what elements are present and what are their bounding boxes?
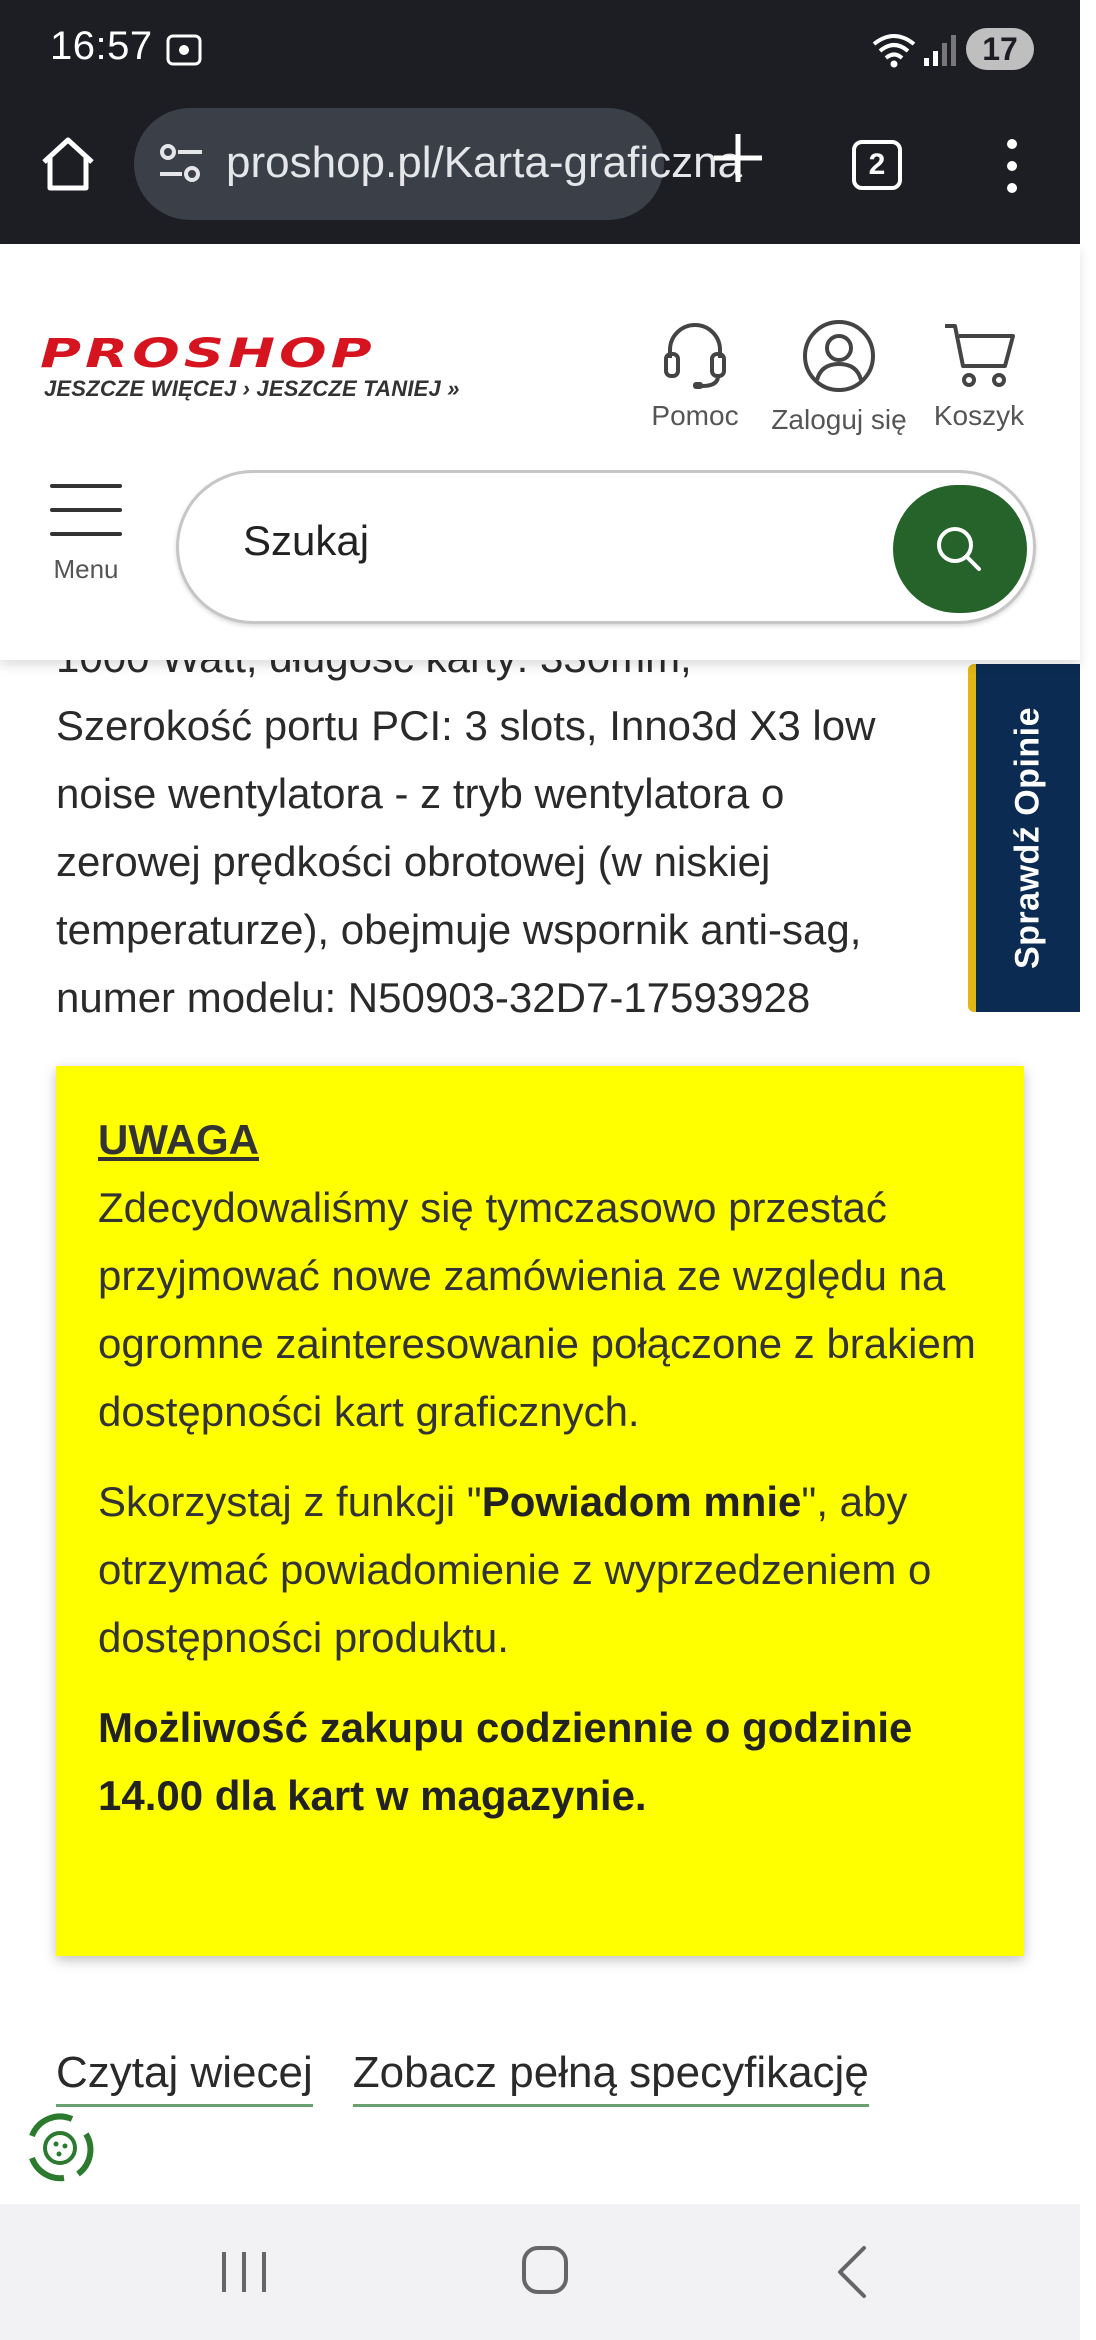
search-bar: [176, 470, 1036, 624]
notice-paragraph-1: Zdecydowaliśmy się tymczasowo przestać przyjmować nowe zamówienia ze względu na ogromne zainteresowanie połączone z brakiem dostępności kart graficznych.: [98, 1184, 976, 1435]
site-header: [0, 244, 1080, 660]
hamburger-icon: [50, 484, 122, 488]
signal-icon: [922, 32, 958, 68]
description-links: [56, 2048, 909, 2107]
reviews-tab[interactable]: [968, 664, 1080, 1012]
read-more-link[interactable]: Czytaj wiecej: [56, 2048, 313, 2107]
full-spec-link[interactable]: Zobacz pełną specyfikację: [353, 2048, 869, 2107]
logo-wordmark: PROSHOP: [40, 330, 376, 378]
cart-label: Koszyk: [933, 400, 1025, 431]
menu-button[interactable]: [46, 484, 126, 585]
product-description: Szerokość portu PCI: 3 slots, Inno3d X3 low noise wentylatora - z tryb wentylatora o zerowej prędkości obrotowej (w niskiej temperaturze), obejmuje wspornik anti-sag, numer modelu: N50903-32D7-17593928: [56, 702, 876, 1021]
headset-icon: [660, 318, 730, 390]
search-input[interactable]: [243, 517, 803, 565]
logo-tagline: JESZCZE WIĘCEJ › JESZCZE TANIEJ »: [44, 376, 460, 401]
wifi-icon: [870, 30, 918, 70]
cart-link[interactable]: [924, 318, 1034, 432]
recent-apps-icon[interactable]: [218, 2248, 270, 2296]
home-icon[interactable]: [36, 132, 100, 196]
home-nav-icon[interactable]: [520, 2244, 570, 2296]
cart-icon: [941, 318, 1017, 390]
help-link[interactable]: [640, 318, 750, 432]
more-options-icon[interactable]: [998, 136, 1026, 196]
cookie-settings-icon[interactable]: [18, 2106, 102, 2190]
battery-indicator: 17: [966, 28, 1034, 70]
reviews-tab-label: Sprawdź Opinie: [1008, 706, 1047, 970]
notice-box: [56, 1066, 1024, 1956]
address-bar[interactable]: [134, 108, 743, 220]
screen-record-icon: [166, 34, 202, 66]
help-label: Pomoc: [651, 400, 739, 431]
tab-switcher-button[interactable]: 2: [852, 140, 902, 190]
browser-toolbar: [0, 100, 1080, 244]
url-text[interactable]: proshop.pl/Karta-graficzna: [226, 138, 743, 187]
menu-label: Menu: [53, 554, 119, 584]
proshop-logo[interactable]: [40, 330, 560, 404]
user-icon: [801, 318, 877, 394]
notice-paragraph-2: Skorzystaj z funkcji "Powiadom mnie", aby otrzymać powiadomienie z wyprzedzeniem o dostępności produktu.: [98, 1478, 932, 1661]
notice-title: UWAGA: [98, 1116, 259, 1163]
new-tab-icon[interactable]: [710, 130, 766, 186]
system-nav-bar: [0, 2204, 1080, 2340]
product-content: [0, 660, 1080, 2200]
notify-me-highlight: Powiadom mnie: [481, 1478, 802, 1525]
notice-paragraph-3: Możliwość zakupu codziennie o godzinie 14.00 dla kart w magazynie.: [98, 1704, 913, 1819]
login-label: Zaloguj się: [771, 404, 907, 435]
status-time: 16:57: [50, 24, 153, 68]
login-link[interactable]: [764, 318, 914, 436]
search-button[interactable]: [893, 485, 1027, 613]
back-icon[interactable]: [834, 2244, 870, 2300]
status-bar: [0, 0, 1080, 100]
search-icon: [893, 485, 1027, 613]
site-settings-icon[interactable]: [158, 142, 204, 186]
